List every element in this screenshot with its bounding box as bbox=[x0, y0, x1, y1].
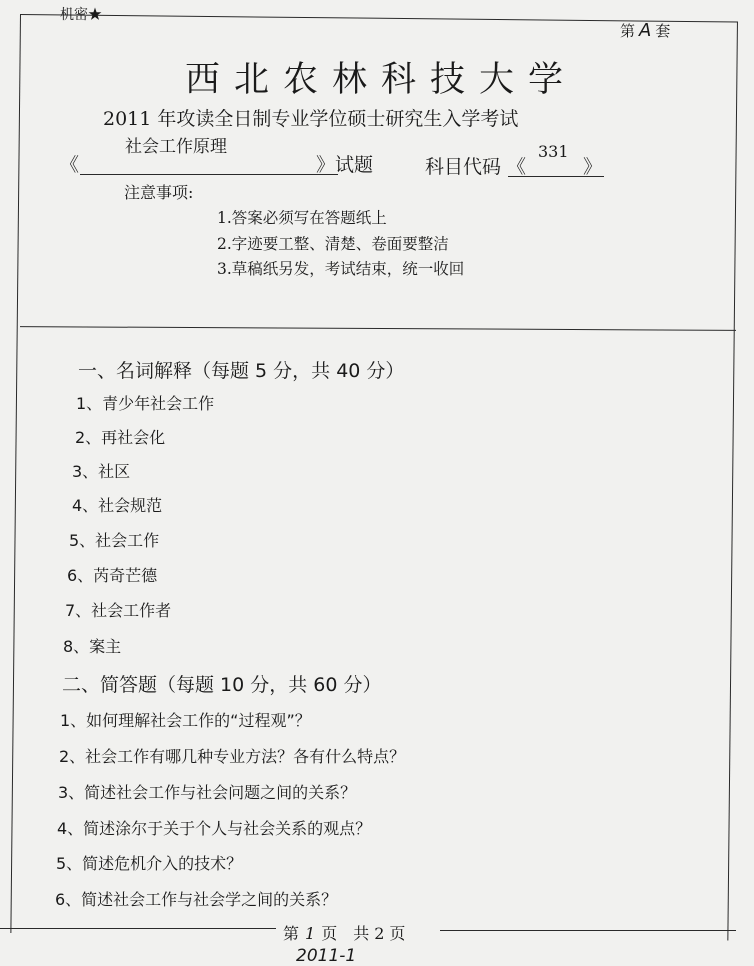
section1-item: 6、芮奇芒德 bbox=[67, 566, 158, 585]
note-item: 2.字迹要工整、清楚、卷面要整洁 bbox=[217, 235, 449, 253]
handwritten-note: 2011-1 bbox=[296, 946, 357, 966]
page-total: 2 bbox=[374, 924, 385, 943]
secret-label: 机密★ bbox=[60, 7, 102, 23]
section2-item: 4、简述涂尔于关于个人与社会关系的观点？ bbox=[57, 819, 372, 838]
footer-rule-right bbox=[440, 930, 736, 931]
code-value: 331 bbox=[538, 142, 569, 161]
section2-item: 1、如何理解社会工作的“过程观”？ bbox=[60, 711, 311, 730]
code-open-bracket: 《 bbox=[507, 156, 527, 178]
exam-title: 2011 年攻读全日制专业学位硕士研究生入学考试 bbox=[103, 108, 519, 130]
section1-item: 1、青少年社会工作 bbox=[76, 394, 215, 413]
section1-item: 7、社会工作者 bbox=[65, 601, 172, 620]
code-label: 科目代码 bbox=[425, 156, 502, 178]
section1-item: 3、社区 bbox=[72, 462, 131, 481]
set-value: A bbox=[639, 20, 652, 41]
notes-title: 注意事项: bbox=[124, 183, 194, 202]
set-suffix: 套 bbox=[655, 22, 671, 40]
note-item: 3.草稿纸另发，考试结束，统一收回 bbox=[217, 260, 465, 278]
subject-close-label: 》试题 bbox=[316, 154, 374, 176]
section2-title: 二、简答题（每题 10 分，共 60 分） bbox=[62, 674, 382, 696]
note-item: 1.答案必须写在答题纸上 bbox=[217, 209, 387, 227]
page-current: 1 bbox=[305, 924, 316, 943]
section1-title: 一、名词解释（每题 5 分，共 40 分） bbox=[78, 360, 405, 382]
section1-item: 4、社会规范 bbox=[72, 496, 163, 515]
page-label: 第 bbox=[283, 924, 300, 943]
university-name: 西北农林科技大学 bbox=[185, 60, 578, 100]
section2-item: 2、社会工作有哪几种专业方法？各有什么特点？ bbox=[59, 747, 406, 766]
section1-item: 8、案主 bbox=[63, 637, 122, 656]
page-mid-label: 页 共 bbox=[321, 924, 370, 943]
subject-underline bbox=[80, 174, 338, 175]
section1-item: 2、再社会化 bbox=[75, 428, 166, 447]
page-number bbox=[283, 921, 405, 944]
section2-item: 3、简述社会工作与社会问题之间的关系？ bbox=[58, 783, 357, 802]
subject-open-bracket: 《 bbox=[60, 154, 80, 176]
section2-item: 5、简述危机介入的技术？ bbox=[56, 854, 243, 873]
code-underline bbox=[508, 176, 604, 177]
footer-rule-left bbox=[0, 928, 276, 929]
page-suffix: 页 bbox=[389, 924, 406, 943]
exam-set-indicator bbox=[620, 20, 670, 41]
section1-item: 5、社会工作 bbox=[69, 531, 160, 550]
subject-name: 社会工作原理 bbox=[125, 137, 227, 157]
set-prefix: 第 bbox=[620, 22, 636, 40]
code-close-bracket: 》 bbox=[583, 156, 603, 178]
section2-item: 6、简述社会工作与社会学之间的关系？ bbox=[55, 890, 338, 909]
